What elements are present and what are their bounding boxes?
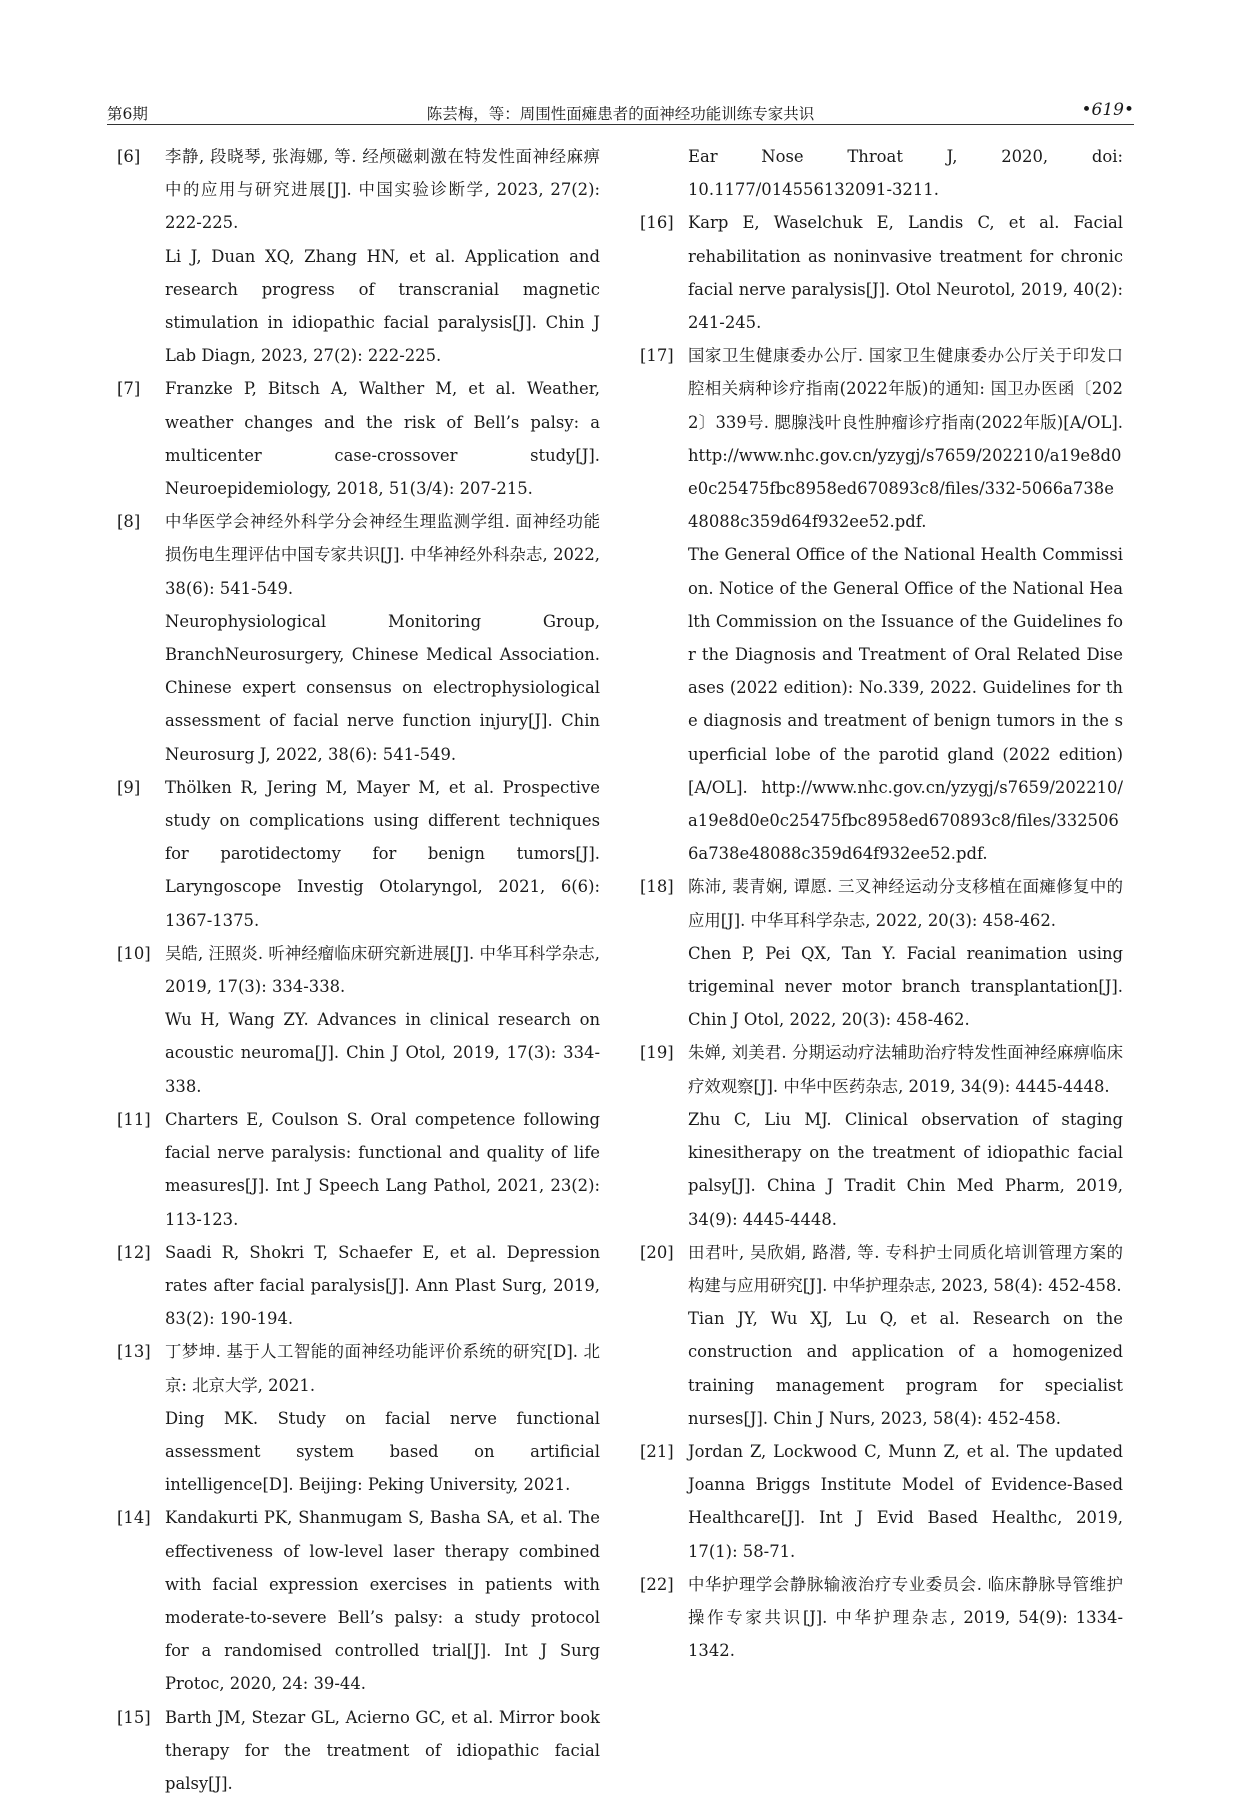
reference-item	[117, 1236, 600, 1336]
reference-text: Karp E, Waselchuk E, Landis C, et al. Facial rehabilitation as noninvasive treatment for chronic facial nerve paralysis[J]. Otol Neurotol, 2019, 40(2): 241-245.	[688, 213, 1123, 333]
reference-text: 田君叶, 吴欣娟, 路潜, 等. 专科护士同质化培训管理方案的构建与应用研究[J]. 中华护理杂志, 2023, 58(4): 452-458.	[688, 1242, 1123, 1295]
reference-body	[165, 505, 600, 771]
reference-body	[165, 1701, 600, 1800]
reference-number: [10]	[117, 943, 151, 963]
reference-item	[640, 870, 1123, 1036]
reference-body	[165, 1501, 600, 1700]
reference-text: 丁梦坤. 基于人工智能的面神经功能评价系统的研究[D]. 北京: 北京大学, 2021.	[165, 1342, 600, 1395]
reference-text: Franzke P, Bitsch A, Walther M, et al. Weather, weather changes and the risk of Bell’s palsy: a multicenter case-crossover study[J]. Neuroepidemiology, 2018, 51(3/4): 207-215.	[165, 379, 600, 499]
reference-item	[640, 206, 1123, 339]
reference-body	[688, 140, 1123, 206]
reference-text: Saadi R, Shokri T, Schaefer E, et al. Depression rates after facial paralysis[J]. Ann Plast Surg, 2019, 83(2): 190-194.	[165, 1242, 600, 1329]
reference-number: [13]	[117, 1342, 151, 1362]
reference-number: [14]	[117, 1508, 151, 1528]
reference-item	[640, 1568, 1123, 1668]
reference-body	[165, 140, 600, 372]
reference-text: 中华医学会神经外科学分会神经生理监测学组. 面神经功能损伤电生理评估中国专家共识[J]. 中华神经外科杂志, 2022, 38(6): 541-549.	[165, 512, 600, 598]
reference-body	[688, 870, 1123, 1036]
reference-text-translation: Chen P, Pei QX, Tan Y. Facial reanimation using trigeminal never motor branch transplantation[J]. Chin J Otol, 2022, 20(3): 458-462.	[688, 943, 1123, 1030]
reference-text-translation: Zhu C, Liu MJ. Clinical observation of staging kinesitherapy on the treatment of idiopathic facial palsy[J]. China J Tradit Chin Med Pharm, 2019, 34(9): 4445-4448.	[688, 1109, 1123, 1229]
reference-text-translation: Ding MK. Study on facial nerve functional assessment system based on artificial intelligence[D]. Beijing: Peking University, 2021.	[165, 1408, 600, 1495]
reference-body	[165, 771, 600, 937]
reference-text: 国家卫生健康委办公厅. 国家卫生健康委办公厅关于印发口腔相关病种诊疗指南(2022年版)的通知: 国卫办医函〔2022〕339号. 腮腺浅叶良性肿瘤诊疗指南(2022年版)[A/OL]. http://www.nhc.gov.cn/yzygj/s7659/202210/a19e8d0e0c25475fbc8958ed670893c8/files/332-5066a738e48088c359d64f932ee52.pdf.	[688, 346, 1123, 532]
reference-item	[640, 339, 1123, 870]
reference-item	[117, 372, 600, 505]
reference-item	[117, 1103, 600, 1236]
reference-text-translation: Tian JY, Wu XJ, Lu Q, et al. Research on the construction and application of a homogenized training management program for specialist nurses[J]. Chin J Nurs, 2023, 58(4): 452-458.	[688, 1309, 1123, 1428]
reference-text-translation: Neurophysiological Monitoring Group, BranchNeurosurgery, Chinese Medical Association. Chinese expert consensus on electrophysiological assessment of facial nerve function injury[J]. Chin Neurosurg J, 2022, 38(6): 541-549.	[165, 611, 600, 764]
reference-item	[640, 1036, 1123, 1235]
reference-item	[117, 937, 600, 1103]
reference-number: [17]	[640, 346, 674, 366]
page-number: •619•	[1081, 100, 1134, 120]
reference-body	[165, 372, 600, 505]
reference-number: [15]	[117, 1707, 151, 1727]
reference-item	[117, 140, 600, 372]
reference-body	[165, 1335, 600, 1501]
reference-body	[688, 1236, 1123, 1435]
reference-number: [11]	[117, 1109, 151, 1129]
reference-text: 朱婵, 刘美君. 分期运动疗法辅助治疗特发性面神经麻痹临床疗效观察[J]. 中华中医药杂志, 2019, 34(9): 4445-4448.	[688, 1043, 1123, 1096]
reference-number: [19]	[640, 1043, 674, 1063]
reference-body	[165, 1103, 600, 1236]
reference-text: 中华护理学会静脉输液治疗专业委员会. 临床静脉导管维护操作专家共识[J]. 中华护理杂志, 2019, 54(9): 1334-1342.	[688, 1574, 1123, 1661]
reference-number: [9]	[117, 777, 141, 797]
reference-text: Ear Nose Throat J, 2020, doi: 10.1177/014556132091-3211.	[688, 147, 1123, 200]
issue-number: 第6期	[107, 105, 148, 123]
reference-text: 吴皓, 汪照炎. 听神经瘤临床研究新进展[J]. 中华耳科学杂志, 2019, 17(3): 334-338.	[165, 943, 600, 997]
reference-number: [21]	[640, 1441, 674, 1461]
reference-body	[165, 1236, 600, 1336]
reference-number: [20]	[640, 1242, 674, 1262]
reference-text: Thölken R, Jering M, Mayer M, et al. Prospective study on complications using different techniques for parotidectomy for benign tumors[J]. Laryngoscope Investig Otolaryngol, 2021, 6(6): 1367-1375.	[165, 777, 600, 930]
reference-item	[640, 1236, 1123, 1435]
reference-text: Kandakurti PK, Shanmugam S, Basha SA, et al. The effectiveness of low-level laser therapy combined with facial expression exercises in patients with moderate-to-severe Bell’s palsy: a study protocol for a randomised controlled trial[J]. Int J Surg Protoc, 2020, 24: 39-44.	[165, 1508, 600, 1694]
reference-column-right	[640, 140, 1123, 1667]
reference-body	[688, 339, 1123, 870]
reference-number: [22]	[640, 1574, 674, 1594]
reference-item	[640, 1435, 1123, 1568]
running-header	[107, 100, 1134, 125]
reference-body	[688, 1435, 1123, 1568]
reference-text: 陈沛, 裴青娴, 谭愿. 三叉神经运动分支移植在面瘫修复中的应用[J]. 中华耳科学杂志, 2022, 20(3): 458-462.	[688, 877, 1123, 930]
reference-number: [7]	[117, 379, 141, 399]
reference-item	[117, 1335, 600, 1501]
reference-number: [6]	[117, 147, 141, 166]
reference-text: 李静, 段晓琴, 张海娜, 等. 经颅磁刺激在特发性面神经麻痹中的应用与研究进展[J]. 中国实验诊断学, 2023, 27(2): 222-225.	[165, 147, 600, 233]
reference-text: Jordan Z, Lockwood C, Munn Z, et al. The updated Joanna Briggs Institute Model of Evidence-Based Healthcare[J]. Int J Evid Based Healthc, 2019, 17(1): 58-71.	[688, 1441, 1123, 1561]
reference-item	[117, 1501, 600, 1700]
reference-body	[688, 1036, 1123, 1235]
reference-body	[688, 1568, 1123, 1668]
reference-column-left	[117, 140, 600, 1800]
reference-body	[165, 937, 600, 1103]
reference-text-translation: Wu H, Wang ZY. Advances in clinical research on acoustic neuroma[J]. Chin J Otol, 2019, 17(3): 334-338.	[165, 1010, 600, 1096]
reference-text: Charters E, Coulson S. Oral competence following facial nerve paralysis: functional and quality of life measures[J]. Int J Speech Lang Pathol, 2021, 23(2): 113-123.	[165, 1109, 600, 1229]
reference-item	[640, 140, 1123, 206]
reference-item	[117, 771, 600, 937]
reference-number: [8]	[117, 512, 141, 532]
reference-number: [18]	[640, 877, 674, 897]
reference-item	[117, 505, 600, 771]
reference-text-translation: Li J, Duan XQ, Zhang HN, et al. Application and research progress of transcranial magnetic stimulation in idiopathic facial paralysis[J]. Chin J Lab Diagn, 2023, 27(2): 222-225.	[165, 246, 600, 366]
reference-body	[688, 206, 1123, 339]
reference-text-translation: The General Office of the National Health Commission. Notice of the General Office of the National Health Commission on the Issuance of the Guidelines for the Diagnosis and Treatment of Oral Related Diseases (2022 edition): No.339, 2022. Guidelines for the diagnosis and treatment of benign tumors in the superficial lobe of the parotid gland (2022 edition)[A/OL]. http://www.nhc.gov.cn/yzygj/s7659/202210/a19e8d0e0c25475fbc8958ed670893c8/files/3325066a738e48088c359d64f932ee52.pdf.	[688, 545, 1123, 864]
reference-text: Barth JM, Stezar GL, Acierno GC, et al. Mirror book therapy for the treatment of idiopathic facial palsy[J].	[165, 1707, 600, 1793]
reference-number: [16]	[640, 213, 674, 233]
reference-number: [12]	[117, 1242, 151, 1262]
reference-item	[117, 1701, 600, 1800]
running-title: 陈芸梅，等：周围性面瘫患者的面神经功能训练专家共识	[426, 105, 815, 123]
